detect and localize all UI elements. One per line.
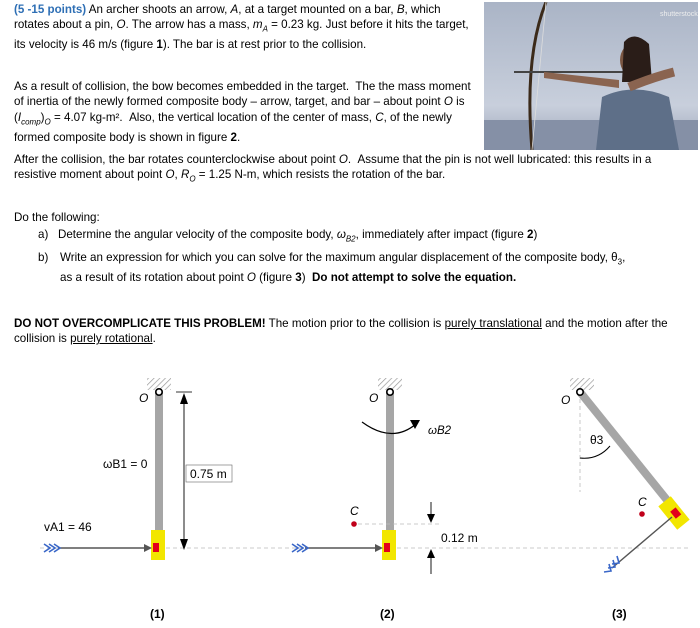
fig2-bar [386, 392, 394, 540]
fig2-dim-arrow-down [427, 514, 435, 523]
fig1-arrow-tip [153, 543, 159, 552]
points-heading: (5 -15 points) [14, 3, 87, 16]
task-b: b) Write an expression for which you can solve for the maximum angular displacement of the composite body, $\theta_3$, as a result of its rotation about point O (figure 3) Do not attempt to solve the equation. [38, 251, 626, 284]
fig1-caption: (1) [150, 607, 165, 621]
figure-3 [561, 378, 690, 621]
archer-photo [484, 2, 698, 150]
fig2-arrow-tip [384, 543, 390, 552]
paragraph-resistive: After the collision, the bar rotates counterclockwise about point O. Assume that the pin is not well lubricated: this results in a resistive moment about point O, $R_O = 1.25$ N-m, which resists the rotation of the bar. [14, 153, 652, 184]
svg-text:shutterstock: shutterstock [660, 11, 698, 18]
fig3-com-label: C [638, 495, 647, 509]
figure-2 [292, 378, 478, 621]
paragraph-collision: As a result of collision, the bow becomes embedded in the target. The the mass moment of inertia of the newly formed composite body – arrow, target, and bar – about point O is $(I_{comp})_O = 4.07$ kg-m². Also, the vertical location of the center of mass, C, of the newly formed composite body is shown in figure 2. [14, 80, 471, 144]
fig3-caption: (3) [612, 607, 627, 621]
fig1-bar [155, 392, 163, 540]
fig1-length-label: 0.75 m [190, 467, 227, 481]
fig1-pin-label: O [139, 391, 149, 405]
fig1-dim-arrow-top [180, 393, 188, 404]
no-solve-note: Do not attempt to solve the equation. [312, 270, 517, 284]
fig2-omega-label: ωB2 [428, 425, 452, 437]
fig1-pin [156, 389, 162, 395]
fig3-angle-arc [580, 446, 610, 458]
task-a: a) Determine the angular velocity of the composite body, $\omega_{B2}$, immediately after impact (figure 2) [38, 228, 538, 244]
fig3-pin [577, 389, 583, 395]
fig2-pin-label: O [369, 391, 379, 405]
paragraph-intro: (5 -15 points) An archer shoots an arrow, A, at a target mounted on a bar, B, which rotates about a pin, O. The arrow has a mass, $m_A = 0.23$ kg. Just before it hits the target, its velocity is 46 m/s (figure 1). The bar is at rest prior to the collision. [14, 3, 469, 52]
fig3-com-dot [639, 511, 645, 517]
fig3-angle-label: θ3 [590, 433, 604, 447]
fig3-support [570, 378, 594, 390]
figures-panel [0, 362, 700, 628]
warning-bold: DO NOT OVERCOMPLICATE THIS PROBLEM! [14, 317, 266, 330]
fig1-omega-label: ωB1 = 0 [103, 457, 148, 471]
do-following: Do the following: [14, 211, 100, 224]
fig2-com-label: C [350, 504, 359, 518]
fig2-dim-arrow-up [427, 549, 435, 558]
fig3-bar [580, 392, 675, 510]
fig2-com-dot [351, 521, 357, 527]
figure-1 [44, 378, 232, 621]
fig1-arrow-head [144, 544, 152, 552]
fig2-pin [387, 389, 393, 395]
warning-paragraph: DO NOT OVERCOMPLICATE THIS PROBLEM! The motion prior to the collision is purely translational and the motion after the collision is purely rotational. [14, 317, 668, 346]
fig2-offset-label: 0.12 m [441, 531, 478, 545]
fig2-caption: (2) [380, 607, 395, 621]
fig2-arrow-head [375, 544, 383, 552]
fig3-arrow-fletching [604, 556, 619, 572]
fig3-arrow-shaft [612, 517, 672, 568]
fig3-pin-label: O [561, 393, 571, 407]
fig1-velocity-label: vA1 = 46 [44, 520, 92, 534]
